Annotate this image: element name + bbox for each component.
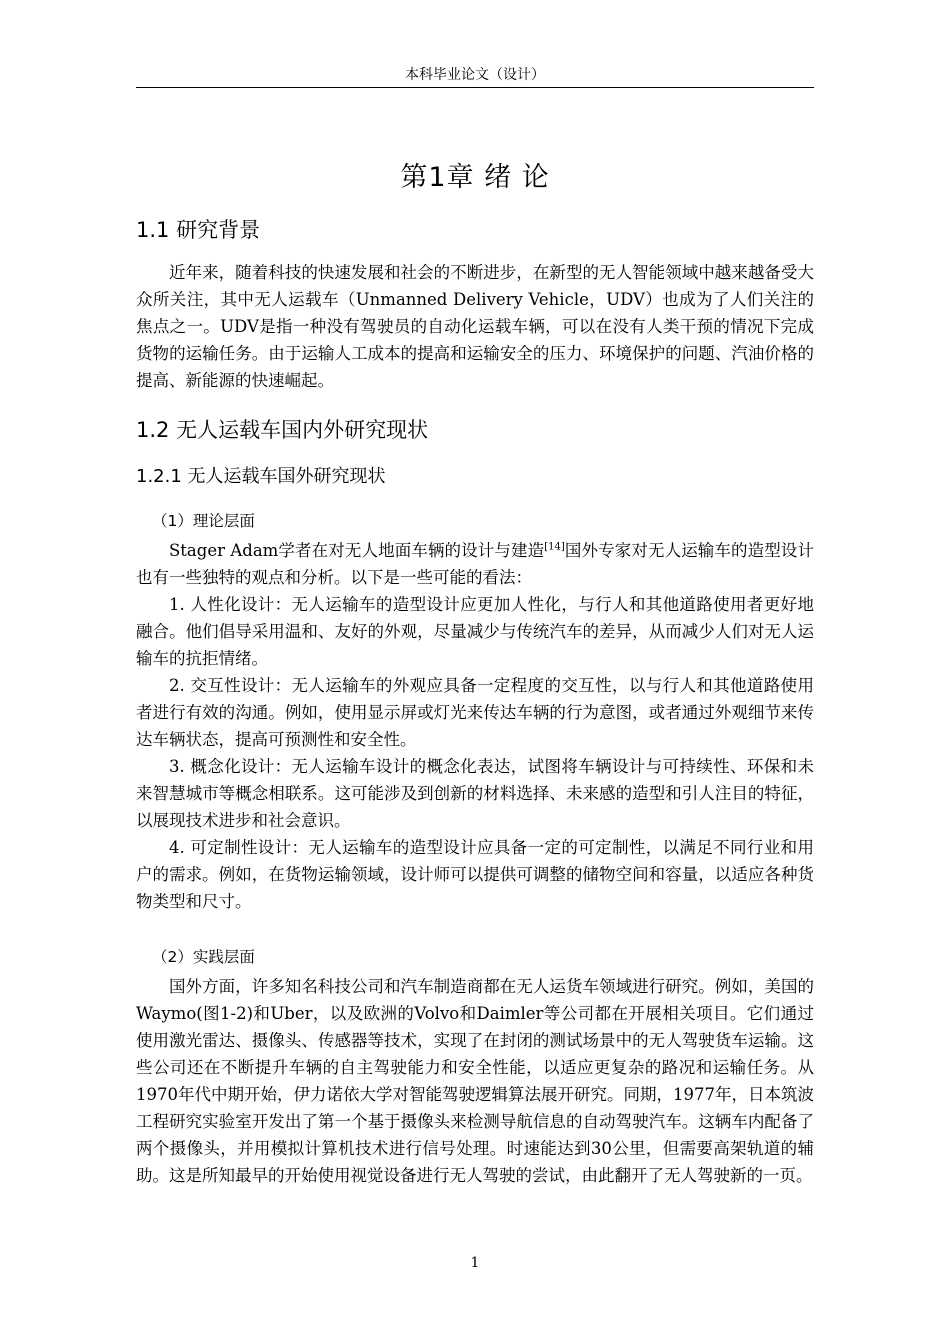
- theory-intro-text-cont: 国外专家对无人运输车的造型设计也有一些独特的观点和分析。以下是一些可能的看法：: [136, 541, 814, 587]
- page-number: 1: [470, 1255, 480, 1271]
- list-item-customizable-design: 4. 可定制性设计：无人运输车的造型设计应具备一定的可定制性，以满足不同行业和用户的需求。例如，在货物运输领域，设计师可以提供可调整的储物空间和容量，以适应各种货物类型和尺寸。: [136, 838, 814, 911]
- header-rule: [136, 87, 814, 88]
- list-item-humanized-design: 1. 人性化设计：无人运输车的造型设计应更加人性化，与行人和其他道路使用者更好地融合。他们倡导采用温和、友好的外观，尽量减少与传统汽车的差异，从而减少人们对无人运输车的抗拒情绪。: [136, 595, 814, 668]
- subheading-theory: （1）理论层面: [152, 512, 255, 530]
- citation-ref: [14]: [544, 541, 565, 553]
- section-heading-1-1: 1.1 研究背景: [136, 218, 261, 242]
- running-header: 本科毕业论文（设计）: [405, 67, 545, 83]
- subheading-practice: （2）实践层面: [152, 948, 255, 966]
- list-item-conceptual-design: 3. 概念化设计：无人运输车设计的概念化表达，试图将车辆设计与可持续性、环保和未来智慧城市等概念相联系。这可能涉及到创新的材料选择、未来感的造型和引人注目的特征，以展现技术进步和社会意识。: [136, 757, 814, 830]
- section-heading-1-2-1: 1.2.1 无人运载车国外研究现状: [136, 466, 386, 487]
- list-item-interactive-design: 2. 交互性设计：无人运输车的外观应具备一定程度的交互性，以与行人和其他道路使用者进行有效的沟通。例如，使用显示屏或灯光来传达车辆的行为意图，或者通过外观细节来传达车辆状态，提高可预测性和安全性。: [136, 676, 814, 749]
- paragraph-practice: 国外方面，许多知名科技公司和汽车制造商都在无人运货车领域进行研究。例如，美国的Waymo(图1-2)和Uber，以及欧洲的Volvo和Daimler等公司都在开展相关项目。它们通过使用激光雷达、摄像头、传感器等技术，实现了在封闭的测试场景中的无人驾驶货车运输。这些公司还在不断提升车辆的自主驾驶能力和安全性能，以适应更复杂的路况和运输任务。从1970年代中期开始，伊力诺依大学对智能驾驶逻辑算法展开研究。同期，1977年，日本筑波工程研究实验室开发出了第一个基于摄像头来检测导航信息的自动驾驶汽车。这辆车内配备了两个摄像头，并用模拟计算机技术进行信号处理。时速能达到30公里，但需要高架轨道的辅助。这是所知最早的开始使用视觉设备进行无人驾驶的尝试，由此翻开了无人驾驶新的一页。: [136, 977, 814, 1185]
- chapter-title: 第1章 绪 论: [400, 162, 550, 193]
- paragraph-research-background: 近年来，随着科技的快速发展和社会的不断进步，在新型的无人智能领域中越来越备受大众所关注，其中无人运载车（Unmanned Delivery Vehicle，UDV）也成为了人们关注的焦点之一。UDV是指一种没有驾驶员的自动化运载车辆，可以在没有人类干预的情况下完成货物的运输任务。由于运输人工成本的提高和运输安全的压力、环境保护的问题、汽油价格的提高、新能源的快速崛起。: [136, 263, 814, 390]
- theory-intro-text: Stager Adam学者在对无人地面车辆的设计与建造: [169, 541, 545, 560]
- paragraph-theory-intro: [136, 537, 814, 591]
- section-heading-1-2: 1.2 无人运载车国内外研究现状: [136, 418, 429, 442]
